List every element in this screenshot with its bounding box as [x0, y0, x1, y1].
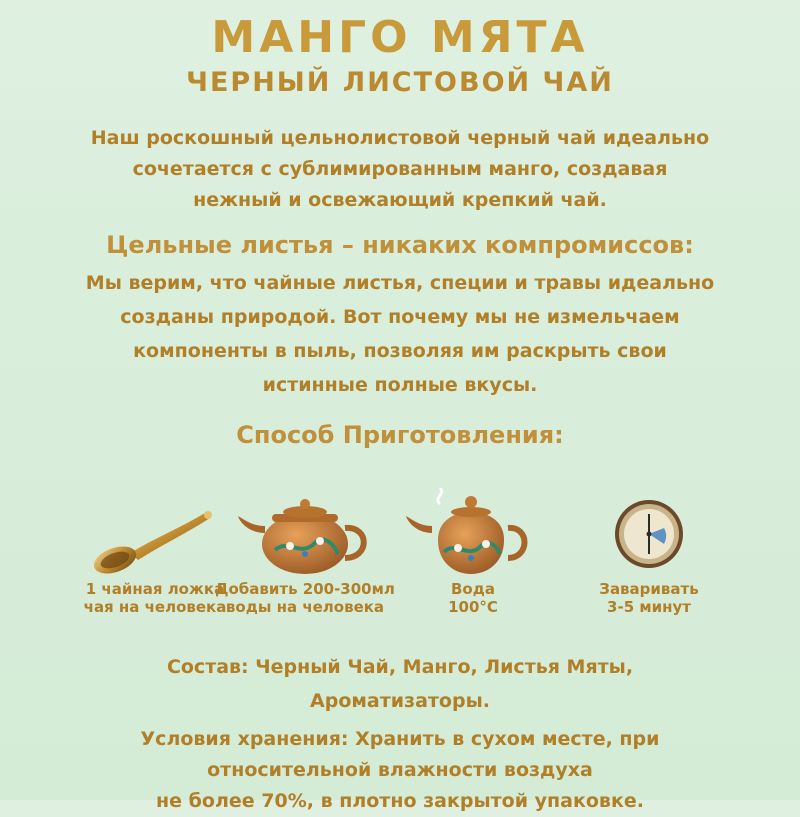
storage-line: относительной влажности воздуха	[207, 759, 593, 781]
leaves-heading: Цельные листья – никаких компромиссов:	[106, 231, 694, 259]
preparation-steps	[60, 488, 740, 628]
page-subtitle: ЧЕРНЫЙ ЛИСТОВОЙ ЧАЙ	[186, 67, 614, 98]
step-label-line: воды на человека	[225, 598, 385, 616]
storage-line: Условия хранения: Хранить в сухом месте, при	[140, 728, 660, 750]
page-title: МАНГО МЯТА	[211, 12, 589, 63]
composition-line: Ароматизаторы.	[310, 690, 490, 712]
leaves-line: Мы верим, что чайные листья, специи и травы идеально	[85, 272, 715, 294]
step-label-line: Вода	[451, 580, 495, 598]
composition-line: Состав: Черный Чай, Манго, Листья Мяты,	[166, 656, 634, 678]
storage-paragraph	[30, 724, 770, 817]
leaves-line: истинные полные вкусы.	[262, 374, 538, 396]
teapot-icon	[210, 488, 400, 578]
leaves-line: компоненты в пыль, позволяя им раскрыть свои	[133, 340, 667, 362]
clock-icon	[554, 488, 744, 578]
preparation-heading: Способ Приготовления:	[236, 421, 564, 449]
step-label-line: 3-5 минут	[607, 598, 691, 616]
intro-paragraph	[30, 123, 770, 216]
step-label-line: 1 чайная ложка	[85, 580, 225, 598]
step-label-line: Заваривать	[599, 580, 699, 598]
leaves-line: созданы природой. Вот почему мы не измельчаем	[120, 306, 680, 328]
step-label-line: 100°С	[448, 598, 498, 616]
steaming-teapot-icon	[378, 488, 568, 578]
storage-line: не более 70%, в плотно закрытой упаковке.	[156, 790, 644, 812]
intro-line: Наш роскошный цельнолистовой черный чай идеально	[90, 127, 710, 149]
composition-paragraph	[30, 650, 770, 718]
step-label-line: чая на человека	[83, 598, 227, 616]
step-label-line: Добавить 200-300мл	[215, 580, 395, 598]
intro-line: сочетается с сублимированным манго, создавая	[132, 158, 668, 180]
intro-line: нежный и освежающий крепкий чай.	[193, 189, 607, 211]
leaves-paragraph	[30, 266, 770, 402]
